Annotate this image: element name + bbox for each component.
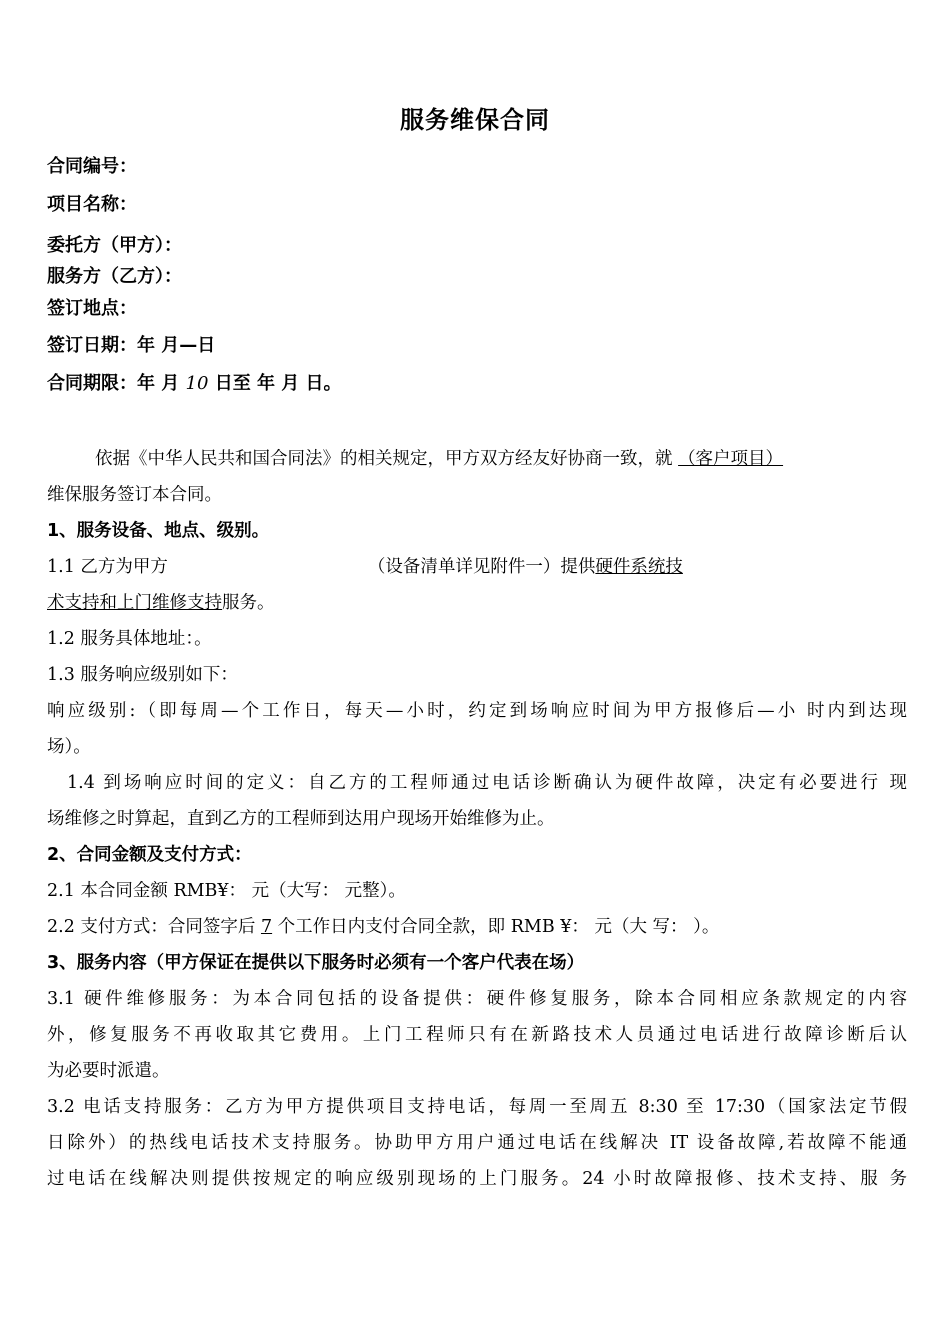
clause-2-2 <box>47 909 907 945</box>
intro-line-1 <box>47 441 907 477</box>
clause-1-2: 1.2 服务具体地址：。 <box>47 629 212 649</box>
intro-text: 依据《中华人民共和国合同法》的相关规定，甲方双方经友好协商一致，就 <box>95 449 679 469</box>
clause-1-1-equipment-note: （设备清单详见附件一）提供 <box>367 557 596 577</box>
client-project-placeholder: （客户项目） <box>678 449 784 469</box>
period-prefix: 合同期限：年 月 <box>47 373 186 394</box>
clause-2-1: 2.1 本合同金额 RMB¥： 元（大写： 元整）。 <box>47 881 406 901</box>
payment-days: 7 <box>260 917 273 937</box>
project-name-field: 项目名称： <box>47 194 137 215</box>
clause-2-2-rest: 个工作日内支付合同全款，即 RMB ¥： 元（大 写： ）。 <box>272 917 720 937</box>
client-field: 委托方（甲方）： <box>47 235 182 256</box>
clause-3-2-line-2: 日除外）的热线电话技术支持服务。协助甲方用户通过电话在线解决 IT 设备故障,若故障不能通 <box>47 1133 907 1153</box>
period-suffix: 日至 年 月 日。 <box>208 373 342 394</box>
section-3-heading: 3、服务内容（甲方保证在提供以下服务时必须有一个客户代表在场） <box>47 953 585 973</box>
provider-field: 服务方（乙方）： <box>47 266 182 287</box>
clause-1-1-underline-2: 术支持和上门维修支持 <box>47 593 222 613</box>
clause-3-2-line-1: 3.2 电话支持服务：乙方为甲方提供项目支持电话，每周一至周五 8:30 至 17:30（国家法定节假 <box>47 1097 907 1117</box>
section-2-heading: 2、合同金额及支付方式： <box>47 845 252 865</box>
clause-1-3: 1.3 服务响应级别如下： <box>47 665 238 685</box>
clause-2-2-text: 2.2 支付方式：合同签字后 <box>47 917 261 937</box>
response-level-line-2: 场）。 <box>47 737 91 757</box>
document-title: 服务维保合同 <box>400 106 550 134</box>
clause-3-1-line-3: 为必要时派遣。 <box>47 1061 170 1081</box>
clause-1-4-line-2: 场维修之时算起，直到乙方的工程师到达用户现场开始维修为止。 <box>47 809 555 829</box>
clause-3-1-line-2: 外，修复服务不再收取其它费用。上门工程师只有在新路技术人员通过电话进行故障诊断后认 <box>47 1025 907 1045</box>
section-1-heading: 1、服务设备、地点、级别。 <box>47 521 270 541</box>
contract-no-field: 合同编号： <box>47 156 137 177</box>
clause-1-1-text: 1.1 乙方为甲方 <box>47 557 168 577</box>
clause-1-1-line-2 <box>47 585 907 621</box>
intro-line-2: 维保服务签订本合同。 <box>47 485 222 505</box>
sign-place-field: 签订地点： <box>47 298 137 319</box>
contract-period-field <box>47 369 342 395</box>
clause-1-1-end: 服务。 <box>222 593 275 613</box>
clause-3-1-line-1: 3.1 硬件维修服务：为本合同包括的设备提供：硬件修复服务，除本合同相应条款规定的内容 <box>47 989 907 1009</box>
clause-1-1-underline-1: 硬件系统技 <box>595 557 683 577</box>
clause-1-1-line-1 <box>47 549 907 585</box>
period-number: 10 <box>185 373 209 394</box>
response-level-line-1: 响应级别:（即每周—个工作日，每天—小时，约定到场响应时间为甲方报修后—小 时内到达现 <box>47 701 907 721</box>
contract-body <box>47 441 907 1197</box>
clause-1-4-line-1: 1.4 到场响应时间的定义：自乙方的工程师通过电话诊断确认为硬件故障，决定有必要进行 现 <box>67 773 907 793</box>
clause-3-2-line-3: 过电话在线解决则提供按规定的响应级别现场的上门服务。24 小时故障报修、技术支持、服 务 <box>47 1169 907 1189</box>
sign-date-field: 签订日期：年 月—日 <box>47 335 216 356</box>
